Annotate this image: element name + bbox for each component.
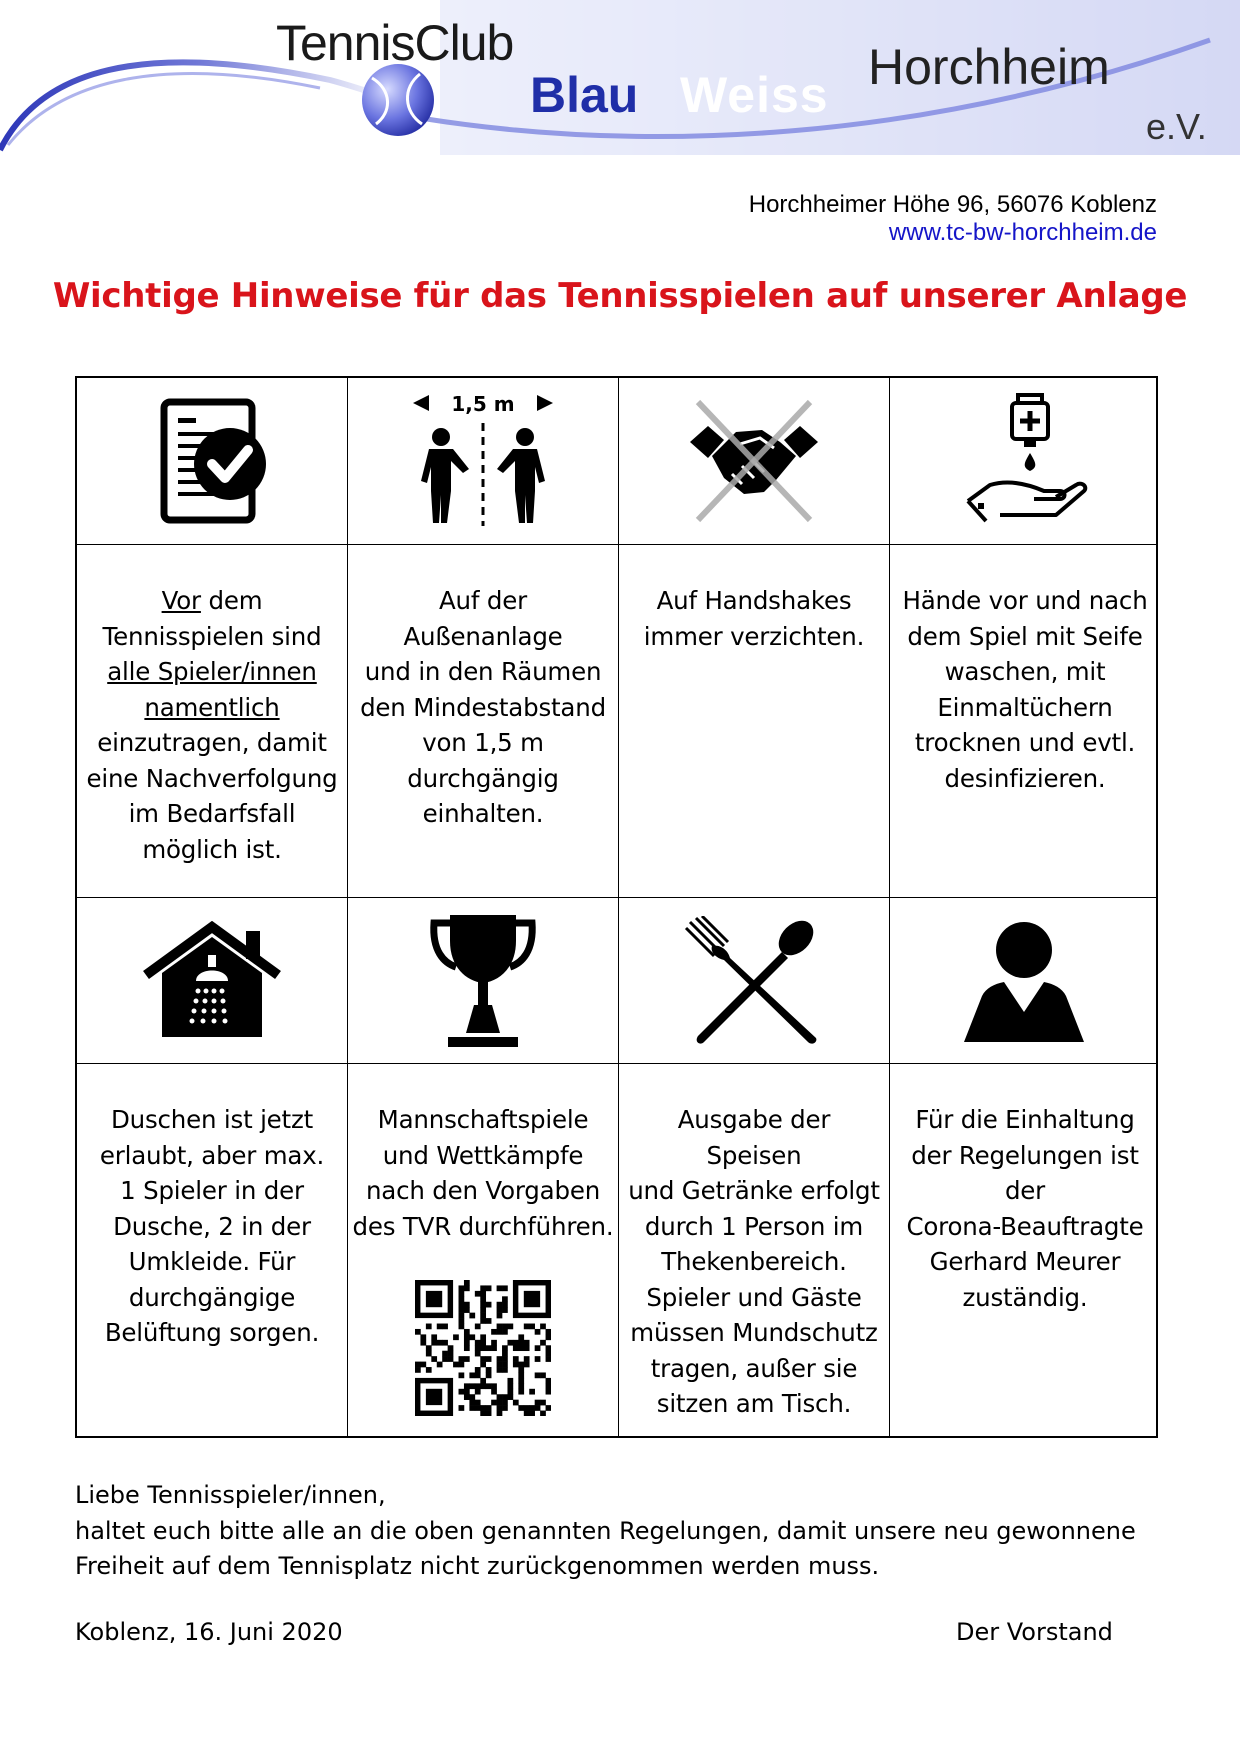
rule-handshake	[619, 545, 889, 897]
rule-text: dem	[200, 586, 263, 615]
rule-text: durch 1 Person im	[644, 1211, 864, 1241]
club-name-weiss: Weiss	[680, 67, 829, 123]
rule-distance	[348, 545, 618, 897]
rule-text: Corona-Beauftragte	[906, 1211, 1144, 1241]
rule-text: trocknen und evtl.	[914, 728, 1136, 757]
rule-text: und in den Räumen	[364, 657, 602, 686]
rule-text: tragen, außer sie	[650, 1353, 858, 1383]
rule-text: Auf Handshakes	[656, 586, 852, 615]
rule-text: zuständig.	[962, 1282, 1088, 1312]
rule-text: Für die Einhaltung	[915, 1105, 1135, 1134]
rule-text: Ausgabe der Speisen	[677, 1105, 831, 1170]
rule-text: 1 Spieler in der	[120, 1176, 304, 1205]
closing-text: Freiheit auf dem Tennisplatz nicht zurückgenommen werden muss.	[75, 1552, 880, 1580]
checklist-icon	[77, 378, 347, 544]
rule-text: der	[1004, 1176, 1046, 1205]
rule-registration	[77, 545, 347, 897]
website-link[interactable]: www.tc-bw-horchheim.de	[888, 219, 1157, 246]
signature: Der Vorstand	[956, 1618, 1113, 1646]
address-line: Horchheimer Höhe 96, 56076 Koblenz	[748, 191, 1157, 218]
page-title: Wichtige Hinweise für das Tennisspielen auf unserer Anlage	[52, 276, 1188, 316]
club-suffix: e.V.	[1146, 106, 1207, 147]
rule-text: waschen, mit	[944, 657, 1106, 686]
rule-text: desinfizieren.	[944, 763, 1106, 793]
club-location: Horchheim	[868, 39, 1110, 95]
rule-text: durchgängige	[128, 1282, 296, 1312]
rule-text: Duschen ist jetzt	[110, 1105, 314, 1134]
distance-icon	[348, 378, 618, 544]
rule-text: Mannschaftspiele	[377, 1105, 589, 1134]
rule-text: eine Nachverfolgung	[86, 763, 338, 793]
rule-shower	[77, 1064, 347, 1438]
rule-text: Spieler und Gäste	[646, 1282, 862, 1312]
rule-text: durchgängig	[407, 763, 559, 793]
rule-matches	[348, 1064, 618, 1438]
distance-label: 1,5 m	[451, 392, 515, 416]
rule-text: Belüftung sorgen.	[104, 1318, 320, 1347]
rule-text: möglich ist.	[142, 834, 282, 864]
rule-text: Einmaltüchern	[937, 692, 1113, 722]
club-name-blau: Blau	[530, 67, 639, 123]
fork-spoon-icon	[619, 898, 889, 1063]
rule-text: von 1,5 m	[422, 728, 544, 757]
rules-grid	[75, 376, 1158, 1438]
rule-text: Hände vor und nach	[902, 586, 1148, 615]
club-name: TennisClub	[276, 15, 514, 71]
header-banner	[0, 0, 1240, 160]
shower-house-icon	[77, 898, 347, 1063]
rule-text: Thekenbereich.	[661, 1247, 847, 1276]
person-icon	[890, 898, 1160, 1063]
rule-text: einzutragen, damit	[97, 728, 327, 757]
address-block	[749, 191, 1157, 247]
rule-text: im Bedarfsfall	[128, 799, 296, 828]
rule-text: Tennisspielen sind	[102, 621, 322, 651]
rule-text-underlined: Vor	[161, 586, 201, 615]
rule-text: immer verzichten.	[643, 621, 865, 651]
rule-text: den Mindestabstand	[360, 692, 606, 722]
qr-code-icon[interactable]	[352, 1280, 614, 1416]
greeting: Liebe Tennisspieler/innen,	[75, 1481, 386, 1509]
closing-text: haltet euch bitte alle an die oben genannten Regelungen, damit unsere neu gewonnene	[75, 1516, 1136, 1545]
trophy-icon	[348, 898, 618, 1063]
rule-text: des TVR durchführen.	[352, 1211, 614, 1241]
rule-text-underlined: namentlich	[144, 692, 280, 722]
rule-text-underlined: alle Spieler/innen	[107, 657, 317, 686]
rule-text: einhalten.	[422, 799, 544, 828]
rule-text: Auf der Außenanlage	[403, 586, 563, 651]
closing-message	[75, 1478, 1175, 1585]
rule-text: Dusche, 2 in der	[113, 1211, 311, 1241]
rule-text: und Getränke erfolgt	[628, 1176, 880, 1205]
rule-text: sitzen am Tisch.	[656, 1389, 852, 1418]
rule-text: und Wettkämpfe	[382, 1140, 584, 1170]
rule-text: Gerhard Meurer	[929, 1247, 1121, 1276]
rule-text: dem Spiel mit Seife	[907, 621, 1143, 651]
rule-text: nach den Vorgaben	[365, 1176, 601, 1205]
rule-text: der Regelungen ist	[911, 1140, 1139, 1170]
place-date: Koblenz, 16. Juni 2020	[75, 1618, 343, 1646]
hand-sanitizer-icon	[890, 378, 1160, 544]
rule-text: müssen Mundschutz	[630, 1318, 878, 1347]
rule-hygiene	[890, 545, 1160, 897]
no-handshake-icon	[619, 378, 889, 544]
rule-responsible	[890, 1064, 1160, 1438]
rule-text: erlaubt, aber max.	[99, 1140, 325, 1170]
rule-text: Umkleide. Für	[128, 1247, 296, 1276]
rule-catering	[619, 1064, 889, 1438]
